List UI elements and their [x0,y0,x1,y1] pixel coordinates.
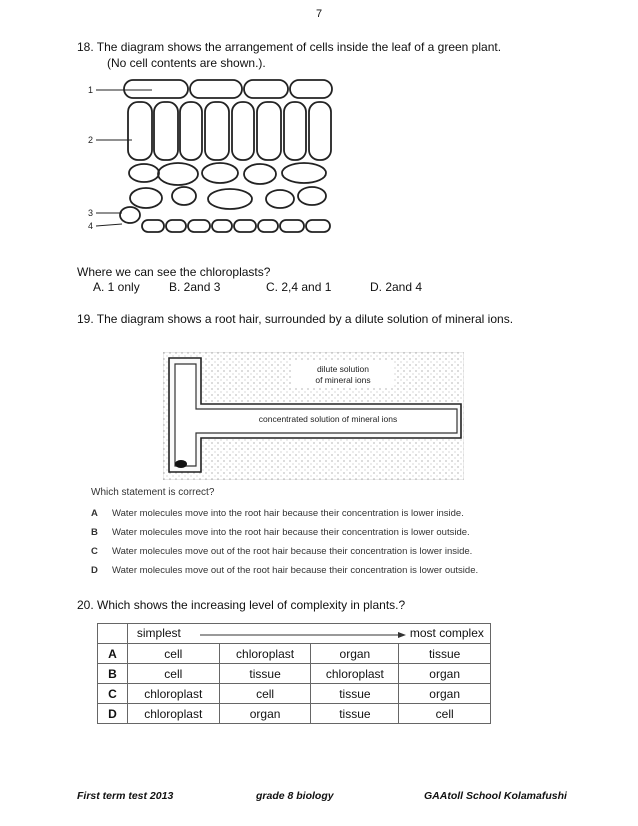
row-letter: C [98,684,128,704]
spongy-cell [244,164,276,184]
outside-label-2: of mineral ions [315,375,371,385]
footer-center: grade 8 biology [256,790,334,802]
q19-option-b-letter: B [91,527,98,538]
table-cell: chloroplast [311,664,399,684]
spongy-cell [202,163,238,183]
palisade-cell [309,102,331,160]
palisade-cell [180,102,202,160]
table-cell: cell [127,664,219,684]
right-arrow-icon [200,632,406,638]
outside-label-1: dilute solution [317,364,369,374]
label-4: 4 [88,221,94,231]
lower-epidermis-cell [258,220,278,232]
row-letter: A [98,644,128,664]
q18-option-d: D. 2and 4 [370,280,423,294]
lower-epidermis-cell [142,220,164,232]
label-3: 3 [88,208,94,218]
lower-epidermis-cell [188,220,210,232]
q19-statements [91,487,551,577]
lower-epidermis-cell [280,220,304,232]
table-cell: organ [399,664,491,684]
palisade-cell [154,102,178,160]
nucleus [175,460,187,468]
table-row [98,644,491,664]
table-row [98,664,491,684]
q18-option-c: C. 2,4 and 1 [266,280,332,294]
q18-option-a: A. 1 only [93,280,140,294]
q19-option-b-text: Water molecules move into the root hair because their concentration is lower outside. [112,527,470,538]
spongy-cell [130,188,162,208]
footer-right: GAAtoll School Kolamafushi [424,790,567,802]
label-1: 1 [88,85,94,95]
page-number: 7 [315,8,323,20]
leaf-cells-diagram [80,78,340,238]
table-cell: tissue [219,664,311,684]
table-header-row [98,624,491,644]
lower-epidermis-cell [166,220,186,232]
table-cell: organ [311,644,399,664]
spongy-cell [266,190,294,208]
q18-option-b: B. 2and 3 [169,280,221,294]
lower-epidermis-cell [234,220,256,232]
epidermis-cell [190,80,242,98]
q18-options [93,280,473,295]
label-4-line [96,224,122,226]
q19-text: 19. The diagram shows a root hair, surrounded by a dilute solution of mineral ions. [77,312,514,326]
header-simplest: simplest [136,626,181,640]
epidermis-cell [124,80,188,98]
table-cell: tissue [399,644,491,664]
epidermis-cell [290,80,332,98]
root-hair-diagram [163,352,464,480]
table-row [98,704,491,724]
table-cell: cell [399,704,491,724]
table-row [98,684,491,704]
q18-line1: 18. The diagram shows the arrangement of cells inside the leaf of a green plant. [77,40,502,54]
row-letter: B [98,664,128,684]
complexity-table [97,623,491,724]
table-cell: chloroplast [219,644,311,664]
inside-label: concentrated solution of mineral ions [258,414,398,424]
header-blank [98,624,128,644]
spongy-cell [158,163,198,185]
q20-text: 20. Which shows the increasing level of complexity in plants.? [77,598,406,612]
table-cell: cell [219,684,311,704]
epidermis-cell [244,80,288,98]
spongy-cell [282,163,326,183]
spongy-cell [129,164,159,182]
spongy-cell [298,187,326,205]
label-2: 2 [88,135,94,145]
header-most-complex: most complex [409,626,484,640]
spongy-cell [208,189,252,209]
spongy-cell [172,187,196,205]
palisade-cell [257,102,281,160]
q19-option-a-letter: A [91,508,98,519]
lower-epidermis-cell [306,220,330,232]
q18-question: Where we can see the chloroplasts? [77,265,271,279]
table-cell: chloroplast [127,684,219,704]
table-cell: cell [127,644,219,664]
palisade-cell [232,102,254,160]
table-cell: organ [219,704,311,724]
row-letter: D [98,704,128,724]
table-cell: tissue [311,684,399,704]
lower-epidermis-cell [212,220,232,232]
table-cell: tissue [311,704,399,724]
q18-line2: (No cell contents are shown.). [107,56,266,70]
q19-option-c-text: Water molecules move out of the root hair because their concentration is lower inside. [112,546,473,557]
guard-cell [120,207,140,223]
palisade-cell [205,102,229,160]
q19-option-d-letter: D [91,565,98,576]
q19-option-c-letter: C [91,546,98,557]
table-cell: chloroplast [127,704,219,724]
footer-left: First term test 2013 [77,790,174,802]
header-scale [127,624,490,644]
q19-option-d-text: Water molecules move out of the root hair because their concentration is lower outside. [112,565,479,576]
q19-option-a-text: Water molecules move into the root hair because their concentration is lower inside. [112,508,464,519]
q19-question: Which statement is correct? [91,487,215,498]
palisade-cell [284,102,306,160]
palisade-cell [128,102,152,160]
table-cell: organ [399,684,491,704]
